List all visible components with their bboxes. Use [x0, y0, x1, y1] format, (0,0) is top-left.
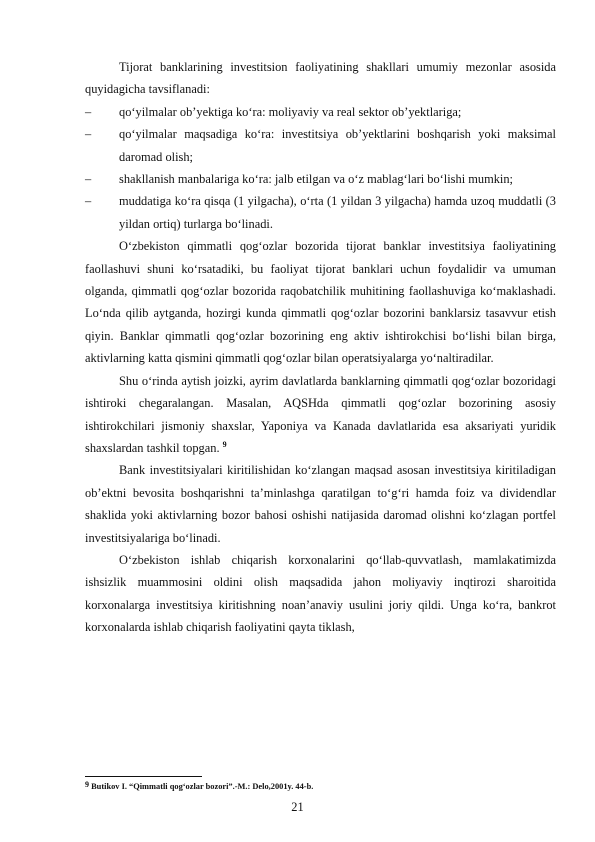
bullet-dash: – [85, 172, 92, 187]
list-item-text: qo‘yilmalar maqsadiga ko‘ra: investitsiya ob’yektlarini boshqarish yoki maksimal daromad olish; [119, 127, 556, 164]
footnote-reference[interactable]: 9 [222, 439, 227, 449]
footnote-divider [85, 776, 202, 777]
bullet-dash: – [85, 194, 92, 209]
list-item [85, 190, 556, 235]
paragraph-intro: Tijorat banklarining investitsion faoliyatining shakllari umumiy mezonlar asosida quyidagicha tavsiflanadi: [85, 60, 556, 97]
bullet-dash: – [85, 104, 92, 119]
paragraph-countries [85, 370, 556, 460]
list-item-text: shakllanish manbalariga ko‘ra: jalb etilgan va o‘z mablag‘lari bo‘lishi mumkin; [119, 172, 513, 187]
list-item-text: qo‘yilmalar ob’yektiga ko‘ra: moliyaviy va real sektor ob’yektlariga; [119, 104, 462, 119]
bullet-dash: – [85, 127, 92, 142]
list-item-text: muddatiga ko‘ra qisqa (1 yilgacha), o‘rta (1 yildan 3 yilgacha) hamda uzoq muddatli (3 yildan ortiq) turlarga bo‘linadi. [119, 194, 556, 231]
paragraph-uzbekistan: O‘zbekiston ishlab chiqarish korxonalarini qo‘llab-quvvatlash, mamlakatimizda ishsizlik muammosini oldini olish maqsadida jahon moliyaviy inqtirozi sharoitida korxonalarga investitsiya kiritishning noan’anaviy usulini joriy qildi. Unga ko‘ra, bankrot korxonalarda ishlab chiqarish faoliyatini qayta tiklash, [85, 552, 556, 635]
list-item [85, 101, 556, 123]
list-item [85, 123, 556, 168]
paragraph-bank-investments: Bank investitsiyalari kiritilishidan ko‘zlangan maqsad asosan investitsiya kiritiladigan ob’ektni bevosita boshqarishni ta’minlashga qaratilgan to‘g‘ri hamda foiz va dividendlar shaklida yoki aktivlarning bozor bahosi oshishi natijasida daromad olishni ko‘zlagan portfel investitsiyalariga bo‘linadi. [85, 463, 556, 545]
footnote-number: 9 [85, 780, 89, 789]
footnote-text: Butikov I. “Qimmatli qog‘ozlar bozori”.-M.: Delo,2001y. 44-b. [89, 782, 314, 791]
page-number: 21 [291, 800, 304, 814]
footnote [85, 781, 556, 792]
paragraph-countries-text: Shu o‘rinda aytish joizki, ayrim davlatlarda banklarning qimmatli qog‘ozlar bozoridagi ishtiroki chegaralangan. Masalan, AQSHda qimmatli qog‘ozlar bozorining asosiy ishtirokchilari jismoniy shaxslar, Yaponiya va Kanada davlatlarida esa aksariyati yuridik shaxslardan tashkil topgan. [85, 373, 556, 455]
list-item [85, 168, 556, 190]
body-text [85, 56, 556, 639]
paragraph-securities-market: O‘zbekiston qimmatli qog‘ozlar bozorida tijorat banklar investitsiya faoliyatining faollashuvi shuni ko‘rsatadiki, bu faoliyat tijorat banklari uchun foydalidir va umuman olganda, qimmatli qog‘ozlar bozorida raqobatchilik muhitining faollashuviga ko‘maklashadi. Lo‘nda qilib aytganda, hozirgi kunda qimmatli qog‘ozlar bozorini banklarsiz tasavvur etish qiyin. Banklar qimmatli qog‘ozlar bozorining eng aktiv ishtirokchisi bo‘lishi bilan birga, aktivlarning katta qismini qimmatli qog‘ozlar bilan operatsiyalarga yo‘naltiradilar. [85, 239, 556, 366]
